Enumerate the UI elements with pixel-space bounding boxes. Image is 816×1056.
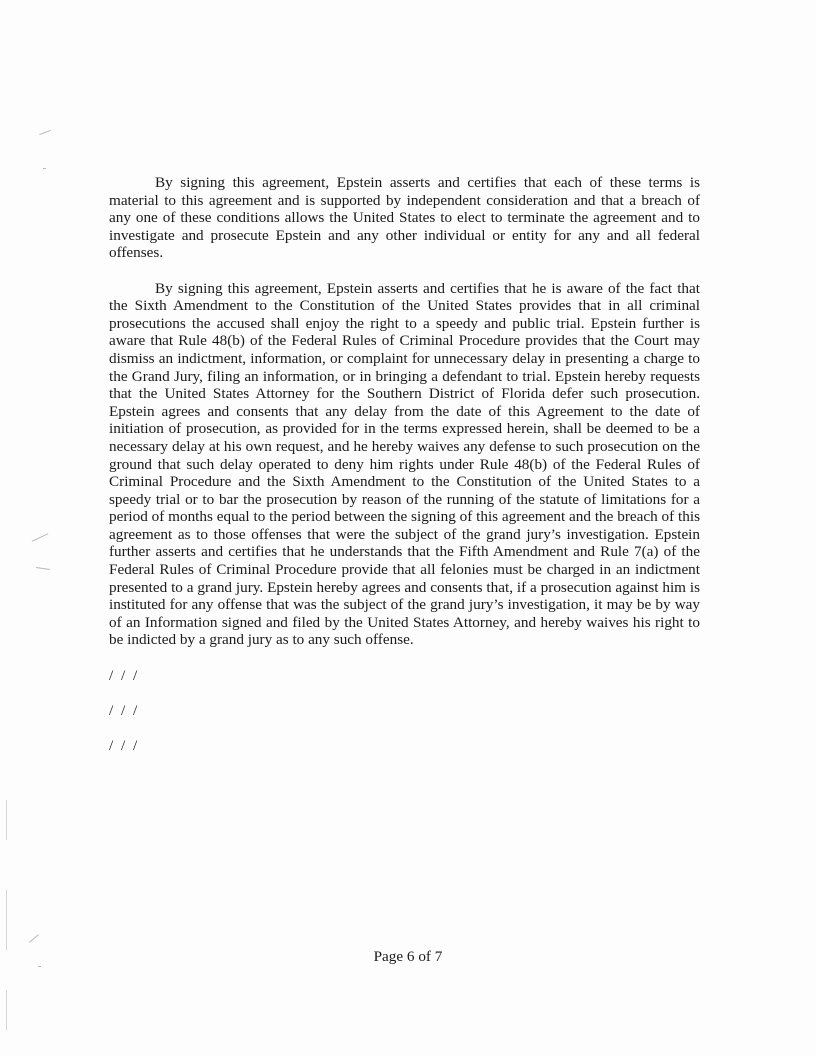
- page-number: Page 6 of 7: [373, 948, 443, 965]
- scan-edge: [6, 990, 7, 1030]
- scan-artifact: [43, 168, 46, 169]
- spacer: [109, 684, 700, 702]
- document-body: [109, 174, 700, 755]
- scan-artifact: [38, 966, 41, 967]
- scan-edge: [6, 890, 7, 950]
- continuation-mark: / / /: [109, 737, 140, 754]
- scan-artifact: [32, 533, 49, 542]
- scan-edge: [6, 800, 7, 840]
- spacer: [109, 719, 700, 737]
- scan-artifact: [36, 567, 50, 570]
- continuation-mark: / / /: [109, 701, 140, 719]
- paragraph-certification: By signing this agreement, Epstein asserts and certifies that each of these terms is material to this agreement and is supported by independent consideration and that a breach of any one of these conditions allows the United States to elect to terminate the agreement and to investigate and prosecute Epstein and any other individual or entity for any and all federal offenses.: [109, 174, 700, 262]
- continuation-mark: / / /: [109, 666, 140, 684]
- scan-artifact: [39, 130, 51, 135]
- paragraph-speedy-trial-waiver: By signing this agreement, Epstein asserts and certifies that he is aware of the fact that the Sixth Amendment to the Constitution of the United States provides that in all criminal prosecutions the accused shall enjoy the right to a speedy and public trial. Epstein further is aware that Rule 48(b) of the Federal Rules of Criminal Procedure provides that the Court may dismiss an indictment, information, or complaint for unnecessary delay in presenting a charge to the Grand Jury, filing an information, or in bringing a defendant to trial. Epstein hereby requests that the United States Attorney for the Southern District of Florida defer such prosecution. Epstein agrees and consents that any delay from the date of this Agreement to the date of initiation of prosecution, as provided for in the terms expressed herein, shall be deemed to be a necessary delay at his own request, and he hereby waives any defense to such prosecution on the ground that such delay operated to deny him rights under Rule 48(b) of the Federal Rules of Criminal Procedure and the Sixth Amendment to the Constitution of the United States to a speedy trial or to bar the prosecution by reason of the running of the statute of limitations for a period of months equal to the period between the signing of this agreement and the breach of this agreement as to those offenses that were the subject of the grand jury’s investigation. Epstein further asserts and certifies that he understands that the Fifth Amendment and Rule 7(a) of the Federal Rules of Criminal Procedure provide that all felonies must be charged in an indictment presented to a grand jury. Epstein hereby agrees and consents that, if a prosecution against him is instituted for any offense that was the subject of the grand jury’s investigation, it may be by way of an Information signed and filed by the United States Attorney, and hereby waives his right to be indicted by a grand jury as to any such offense.: [109, 279, 700, 649]
- scan-artifact: [29, 934, 39, 942]
